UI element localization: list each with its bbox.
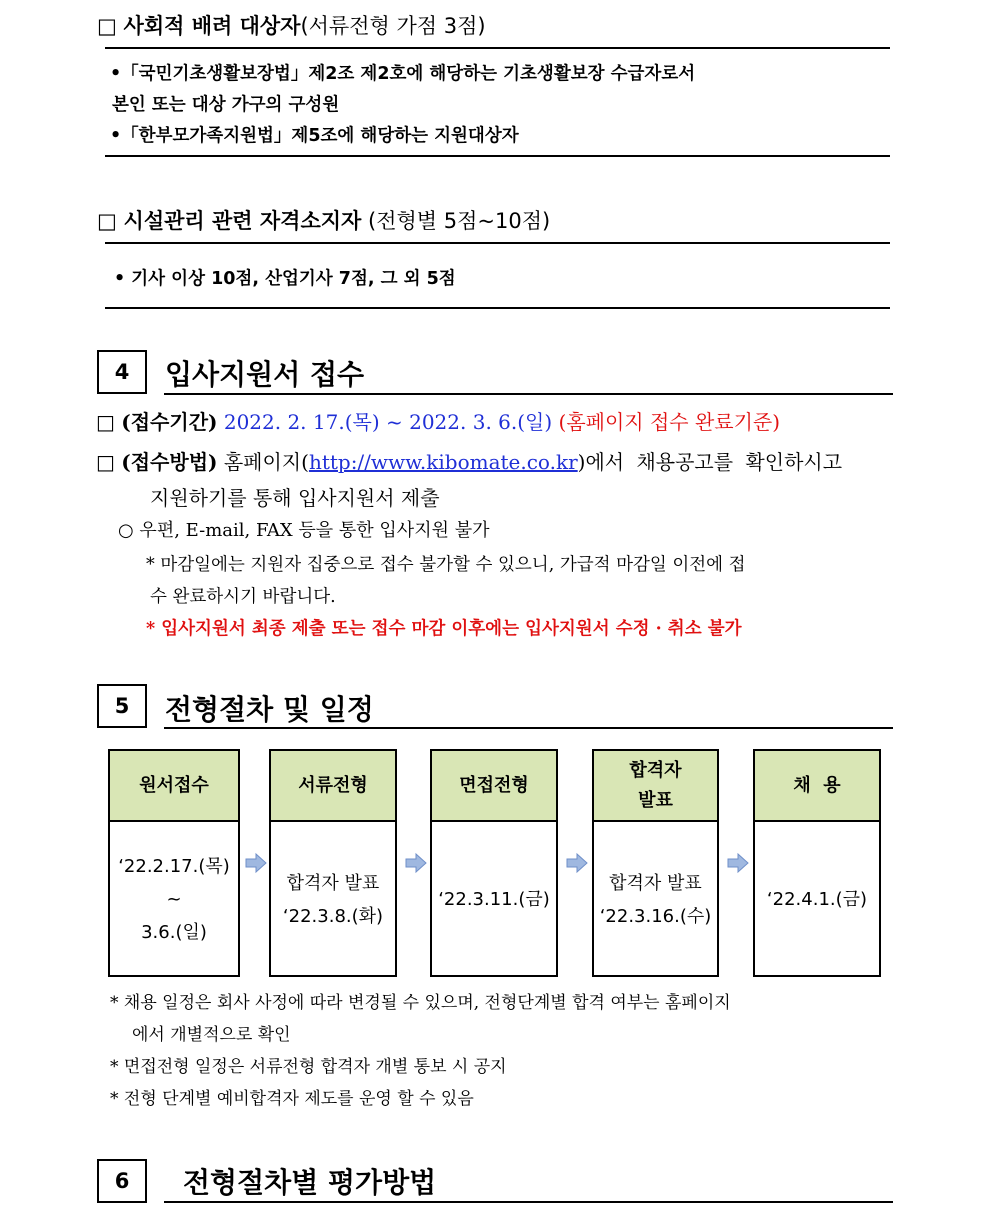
method-post: )에서 채용공고를 확인하시고 (577, 450, 843, 474)
divider (105, 307, 890, 309)
checkbox-icon: □ (96, 450, 115, 474)
social-item-1: •「국민기초생활보장법」제2조 제2호에 해당하는 기초생활보장 수급자로서 (110, 64, 696, 84)
step-line: ‘22.3.16.(수) (599, 905, 712, 927)
step-line: 합격자 발표 (609, 872, 702, 894)
right-arrow-icon (727, 852, 749, 874)
right-arrow-icon (566, 852, 588, 874)
step-body (432, 822, 556, 977)
checkbox-icon: □ (97, 209, 117, 233)
step-body (594, 822, 717, 977)
step-box (592, 749, 719, 977)
period-value: 2022. 2. 17.(목) ~ 2022. 3. 6.(일) (223, 410, 553, 434)
step-header: 원서접수 (110, 751, 238, 822)
step-header: 합격자 발표 (594, 751, 717, 822)
step-header: 채 용 (755, 751, 879, 822)
section-underline (164, 1201, 893, 1203)
checkbox-icon: □ (96, 410, 115, 434)
section-title: 전형절차별 평가방법 (183, 1166, 437, 1199)
section-title: 입사지원서 접수 (165, 358, 365, 391)
schedule-note-1-cont: 에서 개별적으로 확인 (132, 1025, 291, 1045)
step-box (753, 749, 881, 977)
method-pre: 홈페이지( (223, 450, 309, 474)
section-underline (164, 727, 893, 729)
homepage-link[interactable]: http://www.kibomate.co.kr (308, 450, 578, 474)
section-number: 5 (97, 684, 147, 728)
section-title: 전형절차 및 일정 (165, 693, 374, 726)
divider (105, 47, 890, 49)
social-title: 사회적 배려 대상자 (123, 14, 301, 38)
step-header: 면접전형 (432, 751, 556, 822)
deadline-note-line2: 수 완료하시기 바랍니다. (150, 587, 336, 607)
step-line: ‘22.3.11.(금) (438, 889, 550, 910)
period-label: (접수기간) (121, 410, 218, 434)
method-row (96, 446, 842, 475)
schedule-note-3: * 전형 단계별 예비합격자 제도를 운영 할 수 있음 (110, 1089, 474, 1109)
divider (105, 155, 890, 157)
step-line: 합격자 발표 (286, 872, 380, 894)
schedule-note-1: * 채용 일정은 회사 사정에 따라 변경될 수 있으며, 전형단계별 합격 여부는 홈페이지 (110, 993, 731, 1013)
step-body (110, 822, 238, 977)
license-item-1: • 기사 이상 10점, 산업기사 7점, 그 외 5점 (114, 269, 456, 289)
step-line: ‘22.4.1.(금) (766, 889, 868, 910)
social-item-1-cont: 본인 또는 대상 가구의 구성원 (112, 95, 340, 115)
step-box (269, 749, 397, 977)
circle-item: ○ 우편, E-mail, FAX 등을 통한 입사지원 불가 (118, 520, 490, 541)
step-body (755, 822, 879, 977)
step-line: ‘22.3.8.(화) (282, 905, 384, 927)
section-number: 4 (97, 350, 147, 394)
deadline-note-line1: * 마감일에는 지원자 집중으로 접수 불가할 수 있으니, 가급적 마감일 이전에 접 (146, 555, 746, 575)
checkbox-icon: □ (97, 14, 117, 38)
social-item-2: •「한부모가족지원법」제5조에 해당하는 지원대상자 (110, 126, 519, 146)
right-arrow-icon (405, 852, 427, 874)
social-points: (서류전형 가점 3점) (300, 14, 486, 38)
method-label: (접수방법) (121, 450, 218, 474)
divider (105, 242, 890, 244)
method-line2: 지원하기를 통해 입사지원서 제출 (150, 486, 440, 510)
step-box (108, 749, 240, 977)
step-line: ~ (166, 889, 182, 910)
social-heading (97, 10, 486, 40)
section-number: 6 (97, 1159, 147, 1203)
license-heading (97, 205, 550, 235)
step-header: 서류전형 (271, 751, 395, 822)
license-title: 시설관리 관련 자격소지자 (123, 209, 362, 233)
license-points: (전형별 5점~10점) (368, 209, 551, 233)
no-edit-warning: * 입사지원서 최종 제출 또는 접수 마감 이후에는 입사지원서 수정 · 취소 불가 (146, 619, 742, 639)
step-body (271, 822, 395, 977)
period-note: (홈페이지 접수 완료기준) (558, 410, 781, 434)
step-line: 3.6.(일) (141, 922, 207, 943)
step-line: ‘22.2.17.(목) (118, 856, 230, 877)
section-underline (164, 393, 893, 395)
right-arrow-icon (245, 852, 267, 874)
period-row (96, 406, 780, 435)
step-box (430, 749, 558, 977)
schedule-note-2: * 면접전형 일정은 서류전형 합격자 개별 통보 시 공지 (110, 1057, 507, 1077)
